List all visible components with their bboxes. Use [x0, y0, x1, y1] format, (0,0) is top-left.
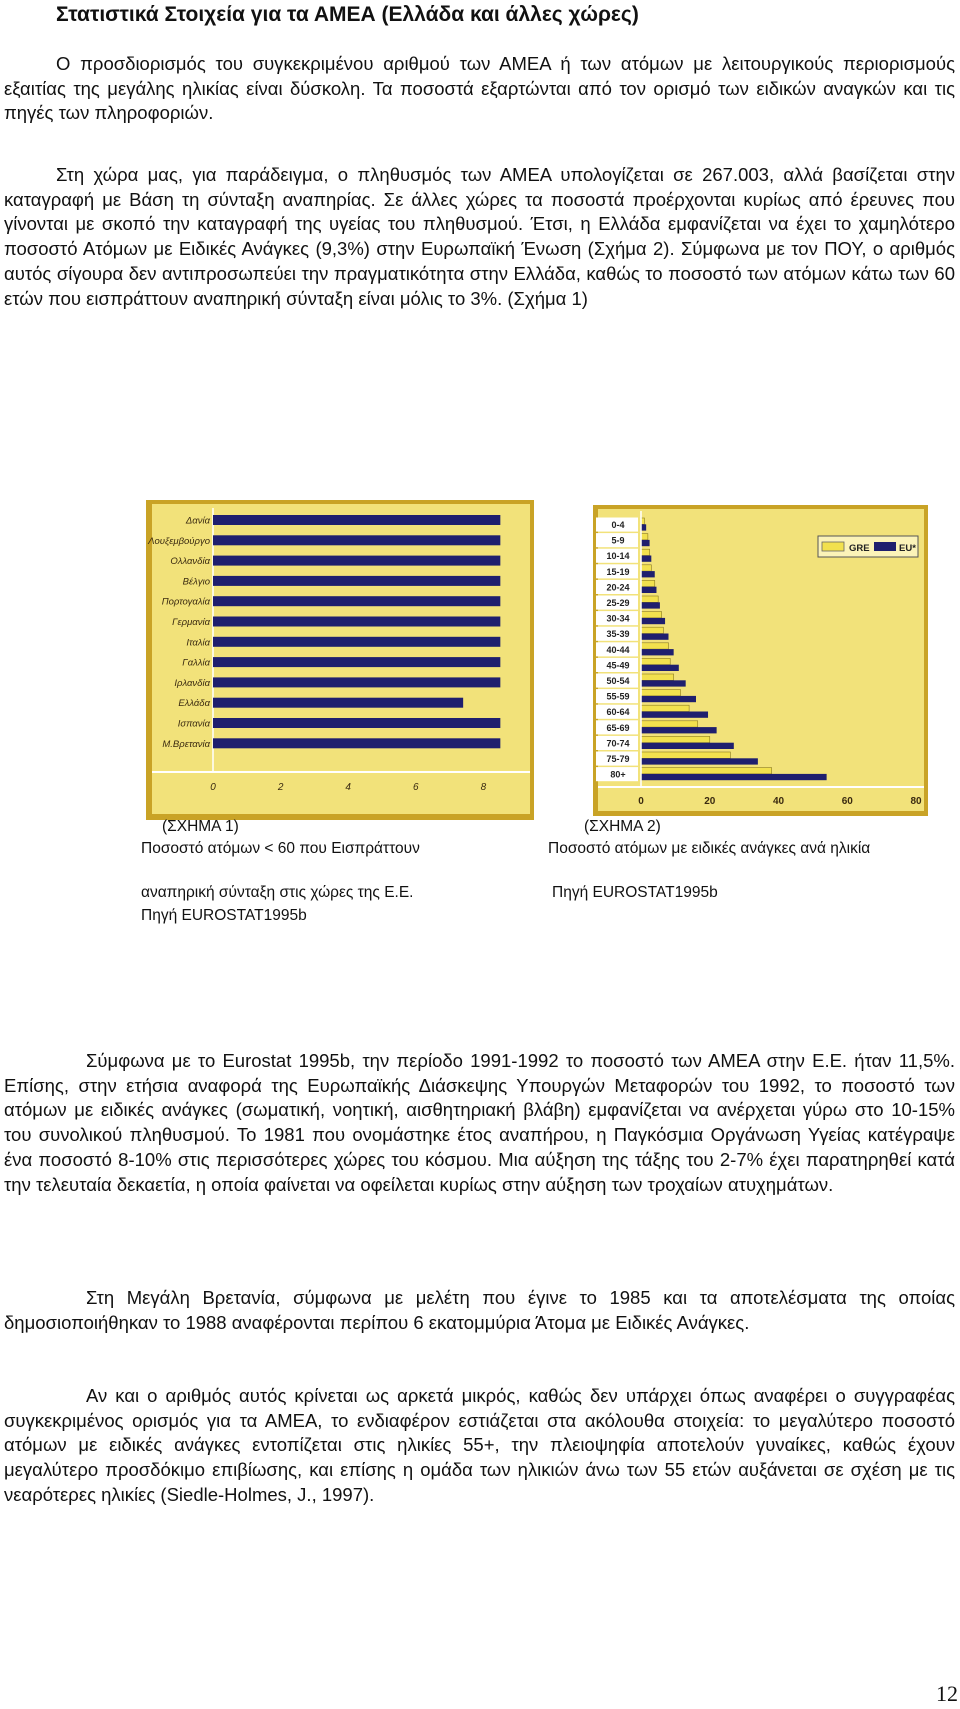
figure1-category-label: Ολλανδία	[170, 556, 210, 568]
page-title: Στατιστικά Στοιχεία για τα ΑΜΕΑ (Ελλάδα και άλλες χώρες)	[56, 3, 639, 26]
figure2-category-label: 40-44	[606, 644, 630, 655]
legend-swatch-gre	[822, 542, 844, 551]
figure2-bar-gre	[641, 643, 669, 649]
figure2-caption-source: Πηγή EUROSTAT1995b	[552, 884, 718, 901]
figure2-tick-label: 40	[772, 796, 785, 807]
figure2-category-label: 5-9	[611, 535, 625, 546]
figure2-category-label: 15-19	[606, 566, 630, 577]
figure2-bar-eu	[641, 587, 656, 593]
figure2-bar-eu	[641, 556, 651, 562]
figure2-category-label: 75-79	[606, 754, 630, 764]
paragraph-1: Ο προσδιορισμός του συγκεκριμένου αριθμού των ΑΜΕΑ ή των ατόμων με λειτουργικούς περιορισμούς εξαιτίας της μεγάλης ηλικίας είναι δύσκολη. Τα ποσοστά εξαρτώνται από τον ορισμό των ειδικών αναγκών και τις πηγές των πληροφοριών.	[4, 53, 955, 124]
figure2-bar-gre	[641, 736, 710, 742]
figure2-bar-eu	[641, 712, 708, 718]
figure1-category-label: Ιρλανδία	[174, 677, 210, 689]
figure1-bar	[213, 596, 500, 606]
figure2-category-label: 35-39	[606, 629, 630, 640]
figure2-category-label: 55-59	[606, 691, 630, 702]
figure1-category-label: Μ.Βρετανία	[162, 738, 210, 750]
paragraph-3: Σύμφωνα με το Eurostat 1995b, την περίοδο 1991-1992 το ποσοστό των ΑΜΕΑ στην Ε.Ε. ήταν 11,5%. Επίσης, στην ετήσια αναφορά της Ευρωπαϊκής Διάσκεψης Υπουργών Μεταφορών του 1992, το ποσοστό των ατόμων με ειδικές ανάγκες (σωματική, νοητική, αισθητηριακή βλάβη) εμφανίζεται να ανέρχεται γύρω στο 10-15% του συνολικού πληθυσμού. Το 1981 που ονομάστηκε έτος αναπήρου, η Παγκόσμια Οργάνωση Υγείας κατέγραψε ένα ποσοστό 8-10% στις περισσότερες χώρες του κόσμου. Μια αύξηση της τάξης του 2-7% έχει παρατηρηθεί κατά την τελευταία δεκαετία, η οποία φαίνεται να οφείλεται κυρίως στην αύξηση των τροχαίων ατυχημάτων.	[4, 1050, 955, 1195]
figure2-bar-gre	[641, 674, 674, 680]
figure2-legend	[818, 536, 918, 557]
figure1-bar	[213, 677, 500, 687]
figure2-category-label: 45-49	[606, 660, 630, 671]
figure1-category-label: Γαλλία	[182, 657, 210, 669]
figure1-category-label: Γερμανία	[172, 617, 210, 628]
figure1-category-label: Ιταλία	[186, 637, 210, 649]
legend-label-eu: EU*	[899, 543, 916, 554]
page-number: 12	[936, 1681, 958, 1706]
figure2-bar-gre	[641, 549, 650, 555]
figure1-tick-label: 0	[210, 782, 216, 793]
figure1-category-label: Δανία	[185, 515, 210, 527]
figure1-bar	[213, 515, 500, 525]
figure2-bar-gre	[641, 565, 651, 571]
figure1-bar	[213, 637, 500, 647]
figure1-bar	[213, 738, 500, 748]
figure1-category-label: Ελλάδα	[178, 698, 210, 710]
figure2-category-label: 70-74	[606, 738, 630, 749]
paragraph-2: Στη χώρα μας, για παράδειγμα, ο πληθυσμός των ΑΜΕΑ υπολογίζεται σε 267.003, αλλά βασίζεται στην καταγραφή με Βάση τη σύνταξη αναπηρίας. Σε άλλες χώρες τα ποσοστά προέρχονται κυρίως από έρευνες που γίνονται με σκοπό την καταγραφή της υγείας του πληθυσμού. Έτσι, η Ελλάδα εμφανίζεται να έχει το χαμηλότερο ποσοστό Ατόμων με Ειδικές Ανάγκες (9,3%) στην Ευρωπαϊκή Ένωση (Σχήμα 2). Σύμφωνα με τον ΠΟΥ, ο αριθμός αυτός σίγουρα δεν αντιπροσωπεύει την πραγματικότητα στην Ελλάδα, καθώς το ποσοστό των ατόμων κάτω των 60 ετών που εισπράττουν αναπηρική σύνταξη είναι μόλις το 3%. (Σχήμα 1)	[4, 164, 955, 309]
figure2-category-label: 60-64	[606, 707, 630, 718]
figure1-bar	[213, 657, 500, 667]
figure2-bar-eu	[641, 696, 696, 702]
figure2-bar-eu	[641, 665, 679, 671]
figure2-category-label: 65-69	[606, 722, 630, 733]
figure1-caption-line1: Ποσοστό ατόμων < 60 που Εισπράττουν	[141, 840, 420, 857]
figure2-tick-label: 80	[910, 796, 922, 807]
figure2-svg	[593, 505, 928, 816]
legend-label-gre: GRE	[849, 543, 870, 554]
figure2-caption-line1: Ποσοστό ατόμων με ειδικές ανάγκες ανά ηλικία	[548, 840, 871, 857]
figure1-svg	[146, 500, 534, 820]
figure2-category-label: 0-4	[611, 520, 625, 530]
figure1-caption-number: (ΣΧΗΜΑ 1)	[162, 818, 239, 835]
figure2-bar-eu	[641, 758, 758, 764]
figure2-category-label: 80+	[610, 769, 626, 780]
figure2-category-label: 30-34	[606, 613, 630, 624]
figure2-category-label: 25-29	[606, 598, 630, 608]
figure2-bar-eu	[641, 618, 665, 624]
figure1-category-label: Ισπανία	[177, 718, 210, 730]
figure2-bar-gre	[641, 580, 655, 586]
figure2-bar-eu	[641, 634, 669, 640]
figure1-category-label: Λουξεμβούργο	[148, 535, 210, 547]
figure1-bar	[213, 718, 500, 728]
figure2-bar-gre	[641, 752, 730, 758]
figure2-bar-eu	[641, 680, 686, 686]
figure2-bar-gre	[641, 690, 681, 696]
figure1-tick-label: 2	[277, 782, 284, 793]
figure2-bar-gre	[641, 534, 648, 540]
figure1-category-label: Βέλγιο	[182, 576, 210, 588]
figure2-bar-eu	[641, 727, 717, 733]
figure2-bar-eu	[641, 649, 674, 655]
figure1-bar	[213, 576, 500, 586]
paragraph-4: Στη Μεγάλη Βρετανία, σύμφωνα με μελέτη που έγινε το 1985 και τα αποτελέσματα της οποίας δημοσιοποιήθηκαν το 1988 αναφέρονται περίπου 6 εκατομμύρια Άτομα με Ειδικές Ανάγκες.	[4, 1287, 955, 1333]
figure1-caption-source: Πηγή EUROSTAT1995b	[141, 907, 307, 924]
figure1-tick-label: 4	[345, 782, 351, 793]
figure1-caption-line2: αναπηρική σύνταξη στις χώρες της Ε.Ε.	[141, 884, 414, 901]
figure2-tick-label: 60	[841, 796, 853, 807]
figure1-tick-label: 6	[413, 782, 419, 793]
figure2-tick-label: 0	[638, 796, 644, 807]
figure1-tick-label: 8	[480, 782, 487, 793]
legend-swatch-eu	[874, 542, 896, 551]
figure2-bar-eu	[641, 524, 646, 530]
figure2-category-label: 20-24	[606, 582, 630, 593]
figure1-category-label: Πορτογαλία	[161, 596, 210, 608]
paragraph-5: Αν και ο αριθμός αυτός κρίνεται ως αρκετά μικρός, καθώς δεν υπάρχει όπως αναφέρει ο συγγραφέας συγκεκριμένος ορισμός για τα ΑΜΕΑ, το ενδιαφέρον εστιάζεται στα ακόλουθα στοιχεία: το μεγαλύτερο ποσοστό ατόμων με ειδικές ανάγκες εντοπίζεται στις ηλικίες 55+, την πλειοψηφία αποτελούν γυναίκες, καθώς έχουν μεγαλύτερο προσδόκιμο επιβίωσης, και επίσης η ομάδα των ηλικιών άνω των 55 ετών αυξάνεται σε σχέση με τις νεαρότερες ηλικίες (Siedle-Holmes, J., 1997).	[4, 1385, 955, 1505]
figure2-bar-eu	[641, 743, 734, 749]
figure2-bar-gre	[641, 768, 772, 774]
figure2-category-label: 10-14	[606, 551, 630, 562]
figure1-bar	[213, 556, 500, 566]
figure2-bar-gre	[641, 705, 689, 711]
figure2-bar-gre	[641, 596, 658, 602]
figure1-bar	[213, 617, 500, 627]
figure2-category-label: 50-54	[606, 676, 630, 686]
figure2-chart	[593, 505, 928, 816]
figure2-tick-label: 20	[704, 796, 716, 807]
figure2-bar-eu	[641, 774, 827, 780]
figure2-bar-eu	[641, 571, 655, 577]
figure2-caption-number: (ΣΧΗΜΑ 2)	[584, 818, 661, 835]
figure1-bar	[213, 698, 463, 708]
figure2-bar-gre	[641, 721, 698, 727]
figure2-bar-gre	[641, 612, 662, 618]
figure2-bar-gre	[641, 627, 663, 633]
figure1-chart	[146, 500, 534, 820]
figure1-bar	[213, 535, 500, 545]
figure2-bar-eu	[641, 602, 660, 608]
figure2-bar-eu	[641, 540, 650, 546]
figure2-bar-gre	[641, 658, 670, 664]
